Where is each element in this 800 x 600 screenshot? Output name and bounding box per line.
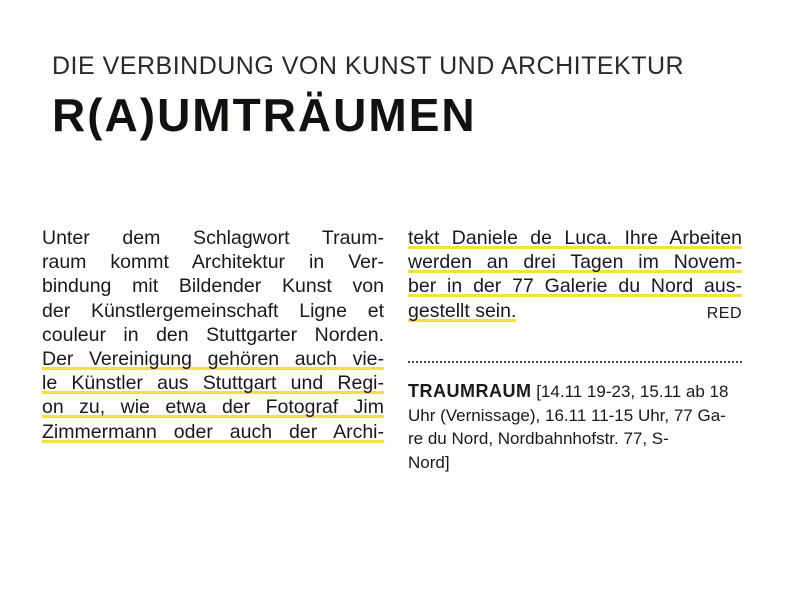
event-info-line: Nord] — [408, 452, 450, 472]
article-kicker: DIE VERBINDUNG VON KUNST UND ARCHITEKTUR — [52, 52, 685, 80]
article-column-left — [42, 226, 384, 444]
event-title: TRAUMRAUM — [408, 381, 532, 401]
article-headline: R(A)UMTRÄUMEN — [52, 89, 477, 141]
highlighted-text-line: le Künstler aus Stuttgart und Regi- — [42, 372, 384, 395]
highlighted-text-line: ber in der 77 Galerie du Nord aus- — [408, 275, 742, 298]
event-info-line: Uhr (Vernissage), 16.11 11-15 Uhr, 77 Ga- — [408, 405, 726, 425]
event-info-box — [408, 380, 742, 474]
article-column-right — [408, 226, 742, 323]
highlighted-text-line: werden an drei Tagen im Novem- — [408, 251, 742, 274]
text-line: raum kommt Architektur in Ver- — [42, 251, 384, 274]
text-line: couleur in den Stuttgarter Norden. — [42, 323, 384, 346]
text-line: bindung mit Bildender Kunst von — [42, 275, 384, 298]
event-info-line: re du Nord, Nordbahnhofstr. 77, S- — [408, 429, 669, 448]
highlighted-text-line: Der Vereinigung gehören auch vie- — [42, 347, 384, 370]
text-line-with-author — [408, 299, 742, 323]
highlighted-text-line: tekt Daniele de Luca. Ihre Arbeiten — [408, 227, 742, 249]
author-tag: RED — [706, 304, 742, 322]
highlighted-text-line: Zimmermann oder auch der Archi- — [42, 420, 384, 443]
dotted-divider — [408, 361, 742, 363]
event-info-line — [408, 380, 742, 404]
highlighted-text-line: on zu, wie etwa der Fotograf Jim — [42, 396, 384, 419]
event-dates: [14.11 19-23, 15.11 ab 18 — [531, 382, 729, 401]
text-line: der Künstlergemeinschaft Ligne et — [42, 299, 384, 322]
highlighted-text-fragment: gestellt sein. — [408, 299, 517, 322]
text-line: Unter dem Schlagwort Traum- — [42, 227, 384, 249]
